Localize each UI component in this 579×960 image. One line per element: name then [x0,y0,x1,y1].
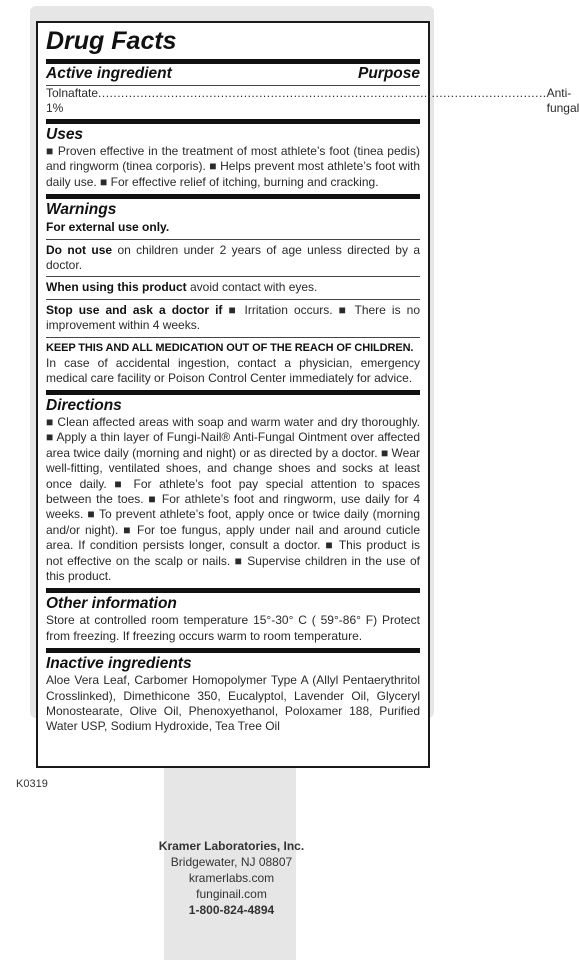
when-using-text: avoid contact with eyes. [186,280,318,295]
stop-use-warning [46,299,420,337]
other-information-heading: Other information [46,595,177,613]
phone-number: 1-800-824-4894 [188,903,275,917]
active-ingredient-row [46,86,579,119]
drug-facts-panel [36,21,579,768]
keep-out-label: KEEP THIS AND ALL MEDICATION OUT OF THE REACH OF CHILDREN. [46,341,414,354]
uses-heading: Uses [46,126,84,143]
directions-heading: Directions [46,396,122,414]
inactive-ingredients-section [46,648,420,739]
website-funginail: funginail.com [196,887,267,901]
purpose-heading: Purpose [357,65,420,82]
manufacturer-address [0,838,463,918]
do-not-use-warning [46,239,420,277]
do-not-use-label: Do not use [46,242,113,257]
external-use-text: For external use only. [46,220,170,235]
company-city: Bridgewater, NJ 08807 [170,855,293,869]
inactive-ingredients-heading: Inactive ingredients [46,655,192,673]
ingredient-name: Tolnaftate 1% [46,86,99,115]
active-ingredient-header [46,64,420,85]
keep-out-text: In case of accidental ingestion, contact a physician, emergency medical care facility or Poison Control Center immediately for advice. [46,356,420,386]
external-use-warning [46,219,420,238]
uses-section [46,119,420,194]
when-using-label: When using this product [46,280,187,295]
stop-use-text: ■ Irritation occurs. ■ There is no improvement within 4 weeks. [46,302,420,333]
company-name: Kramer Laboratories, Inc. [158,839,305,853]
directions-section [46,390,420,588]
keep-out-of-reach-warning [46,337,420,390]
drug-facts-title: Drug Facts [46,27,177,55]
leader-dots: ..................................................................................................................... [98,86,547,100]
directions-text: ■ Clean affected areas with soap and warm water and dry thoroughly. ■ Apply a thin layer of Fungi-Nail® Anti-Fungal Ointment over affected area twice daily (morning and night) or as directed by a doctor. ■ Wear well-fitting, ventilated shoes, and change shoes and socks at least once daily. ■ For athlete’s foot pay special attention to spaces between the toes. ■ For athlete’s foot and ringworm, use daily for 4 weeks. ■ To prevent athlete’s foot, apply once or twice daily (morning and/or night). ■ For toe fungus, apply under nail and around cuticle area. If condition persists longer, consult a doctor. ■ This product is not effective on the scalp or nails. ■ Supervise children in the use of this product. [46,414,420,583]
warnings-heading: Warnings [46,201,117,219]
website-kramerlabs: kramerlabs.com [188,871,275,885]
ingredient-purpose: Anti-fungal [546,86,579,115]
other-information-section [46,588,420,648]
do-not-use-text: on children under 2 years of age unless directed by a doctor. [46,242,420,273]
uses-text: ■ Proven effective in the treatment of most athlete’s foot (tinea pedis) and ringworm (tinea corporis). ■ Helps prevent most athlete’s foot with daily use. ■ For effective relief of itching, burning and cracking. [46,144,420,189]
when-using-warning [46,276,420,298]
other-information-text: Store at controlled room temperature 15°-30° C ( 59°-86° F) Protect from freezing. If freezing occurs warm to room temperature. [46,613,420,643]
inactive-ingredients-text: Aloe Vera Leaf, Carbomer Homopolymer Type A (Allyl Pentaerythritol Crosslinked), Dimethicone 350, Eucalyptol, Lavender Oil, Glyceryl Monostearate, Olive Oil, Phenoxyethanol, Poloxamer 188, Purified Water USP, Sodium Hydroxide, Tea Tree Oil [46,673,420,734]
stop-use-label: Stop use and ask a doctor if [46,302,223,317]
lot-code: K0319 [16,778,48,790]
active-ingredient-heading: Active ingredient [46,65,172,82]
active-ingredient-section [46,59,579,119]
warnings-section [46,194,420,390]
